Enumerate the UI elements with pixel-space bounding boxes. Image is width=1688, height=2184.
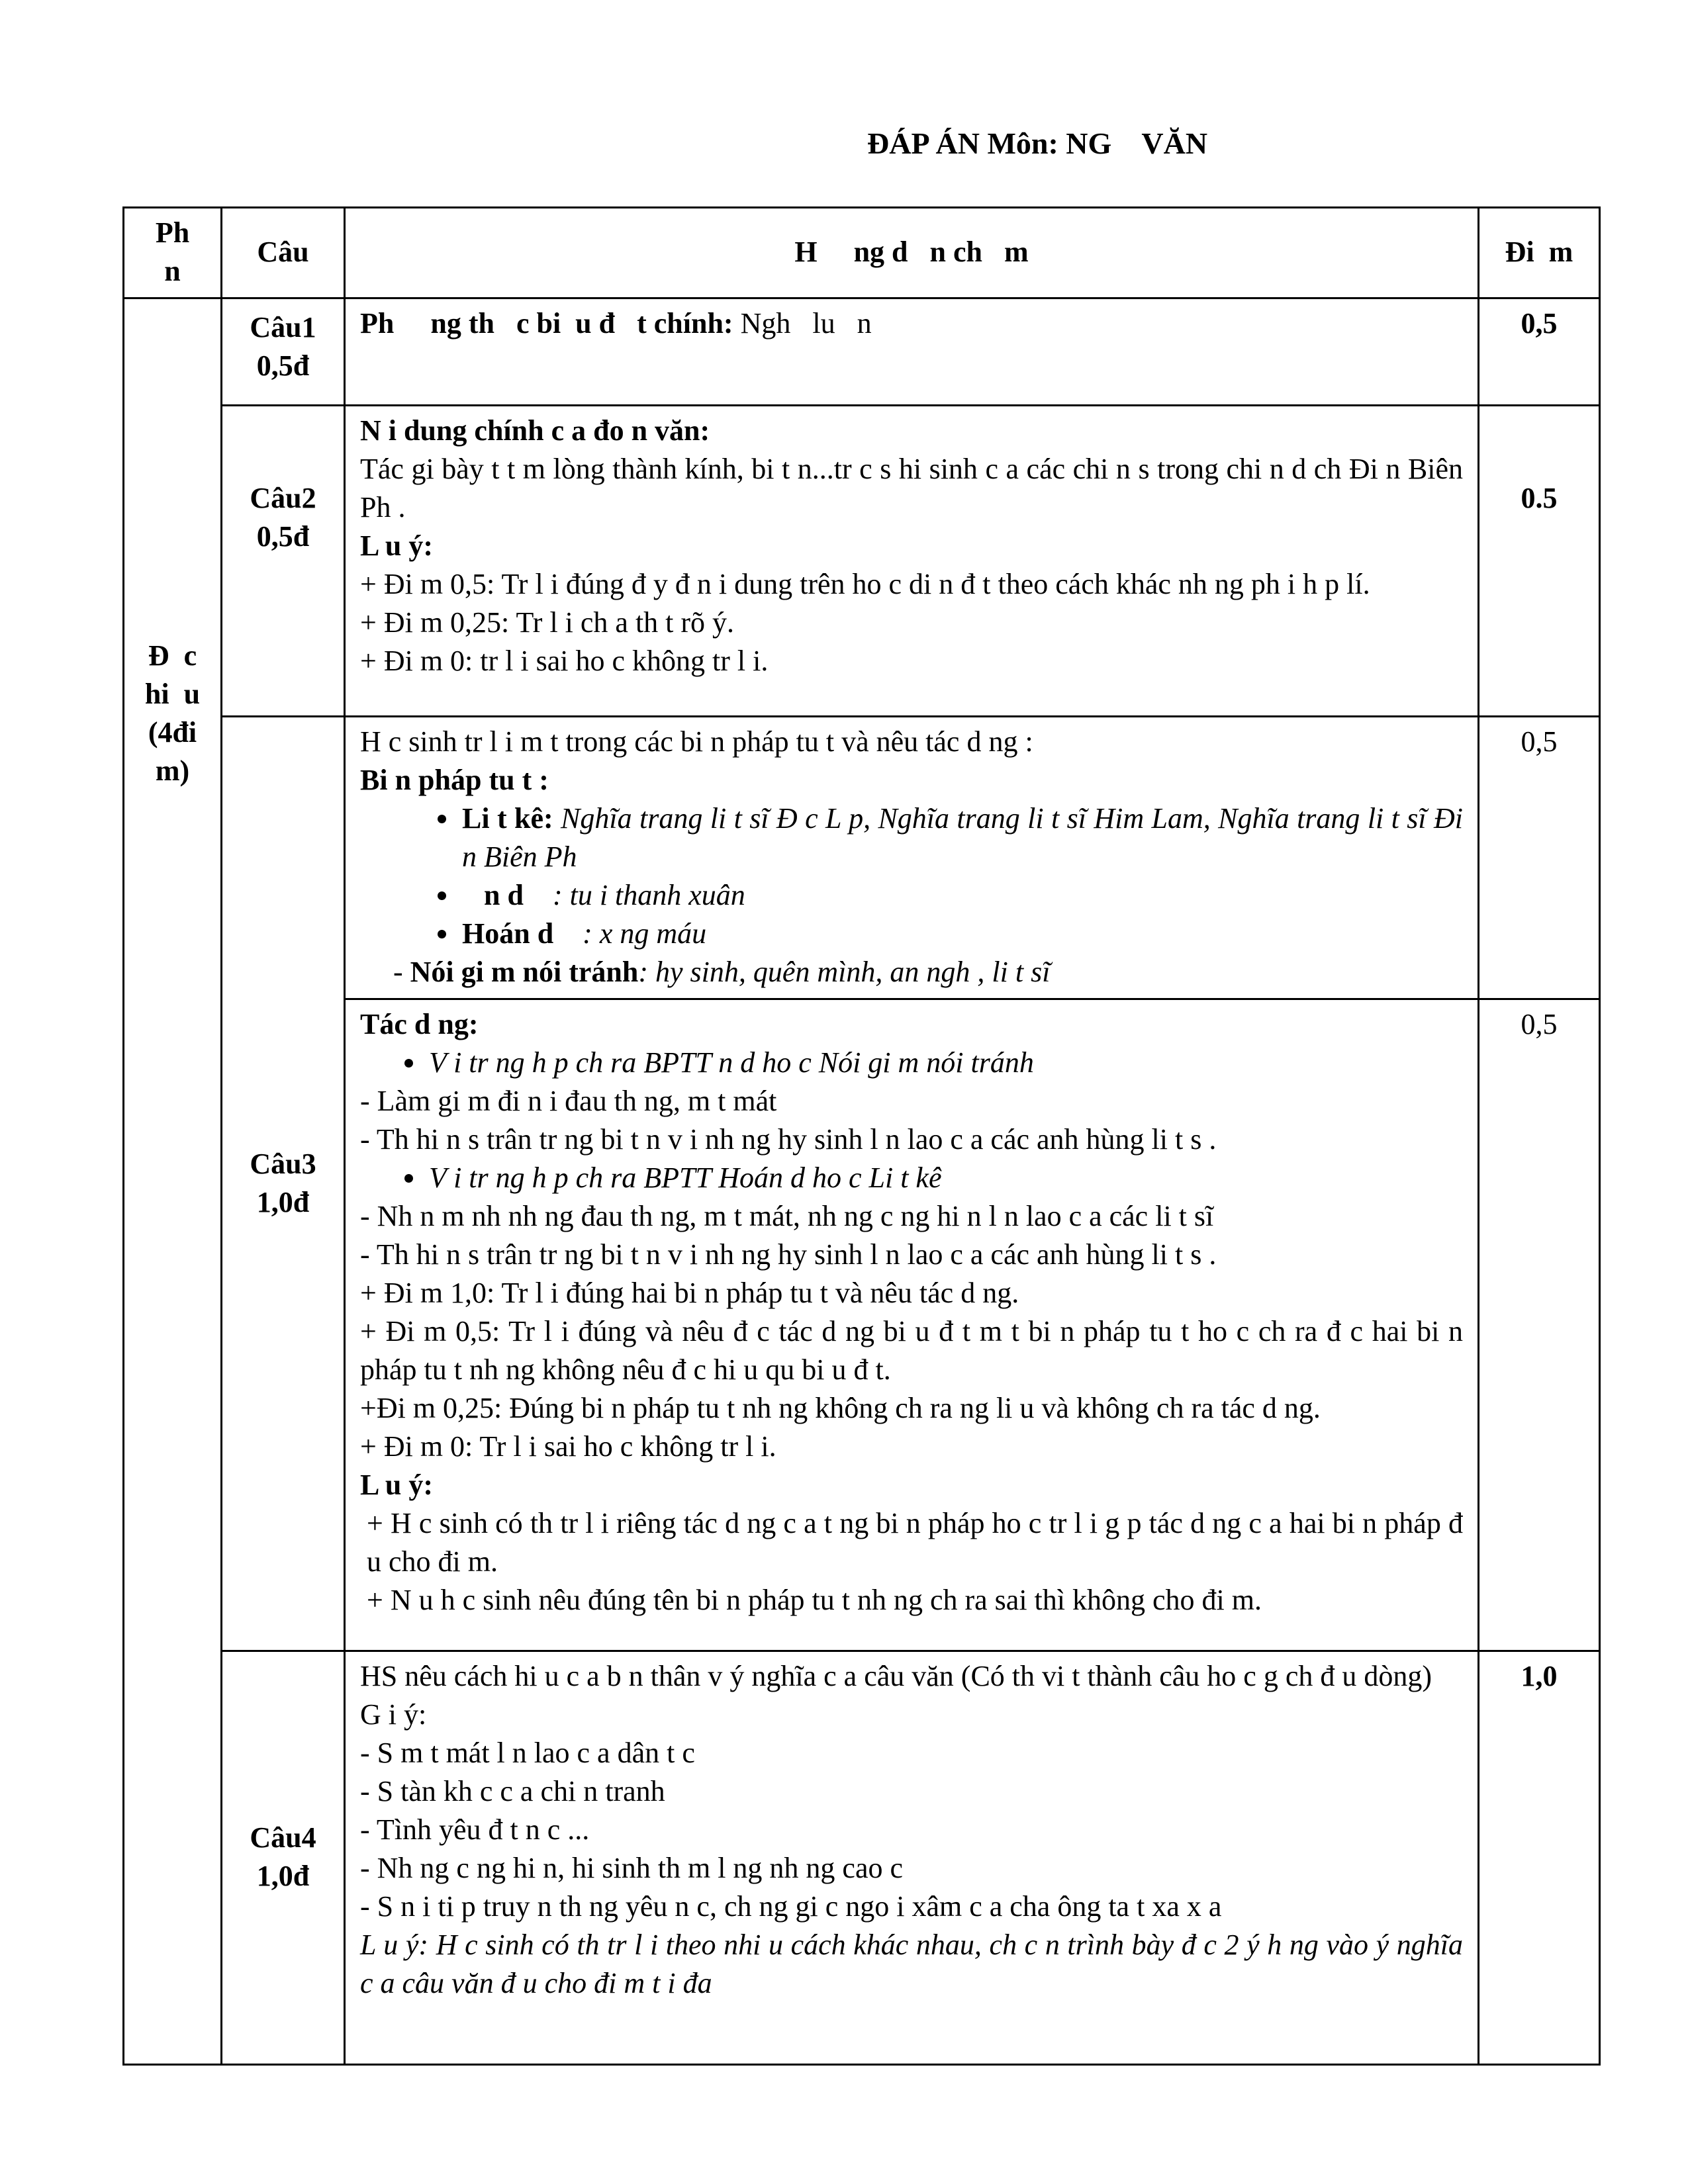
q3-intro: H c sinh tr l i m t trong các bi n pháp tu t và nêu tác d ng : [360,725,1033,758]
list-item: • V i tr ng h p ch ra BPTT n d ho c Nói gi m nói tránh [426,1044,1463,1082]
row-q3b [124,999,1600,1651]
q3-score-a: 0,5 [1479,717,1600,999]
header-phan: Ph n [124,208,222,298]
q4-line: - S m t mát l n lao c a dân t c [360,1737,695,1769]
section-doc-hieu: Đ c hi u (4đi m) [124,298,222,2065]
q2-content [345,406,1479,717]
q4-line: - S n i ti p truy n th ng yêu n c, ch ng gi c ngo i xâm c a cha ông ta t xa x a [360,1890,1222,1923]
q3-bptt-list [360,799,1463,953]
row-q3a [124,717,1600,999]
q4-score: 1,0 [1479,1651,1600,2065]
q2-note: + Đi m 0,5: Tr l i đúng đ y đ n i dung trên ho c di n đ t theo cách khác nh ng ph i h p lí. [360,568,1370,600]
q2-heading: N i dung chính c a đo n văn: [360,414,710,447]
q1-score: 0,5 [1479,298,1600,406]
answer-key-table [122,206,1601,2066]
row-q2 [124,406,1600,717]
q3-luu-y-line: + N u h c sinh nêu đúng tên bi n pháp tu t nh ng ch ra sai thì không cho đi m. [367,1584,1262,1616]
list-item: • n d : tu i thanh xuân [459,876,1463,915]
q2-text: Tác gi bày t t m lòng thành kính, bi t n...tr c s hi sinh c a các chi n s trong chi n d ch Đi n Biên Ph . [360,453,1463,523]
q3-td-line: + Đi m 1,0: Tr l i đúng hai bi n pháp tu t và nêu tác d ng. [360,1277,1019,1309]
q3-td-line: - Nh n m nh nh ng đau th ng, m t mát, nh ng c ng hi n l n lao c a các li t sĩ [360,1200,1214,1232]
q2-note: + Đi m 0: tr l i sai ho c không tr l i. [360,645,769,677]
q3-score-b: 0,5 [1479,999,1600,1651]
q4-note: L u ý: H c sinh có th tr l i theo nhi u cách khác nhau, ch c n trình bày đ c 2 ý h ng vào ý nghĩa c a câu văn đ u cho đi m t i đa [360,1929,1463,1999]
q4-line: - Tình yêu đ t n c ... [360,1813,590,1846]
q3-td-line: + Đi m 0,5: Tr l i đúng và nêu đ c tác d ng bi u đ t m t bi n pháp tu t ho c ch ra đ c hai bi n pháp tu t nh ng không nêu đ c hi u qu bi u đ t. [360,1315,1463,1386]
q3-td-line: - Th hi n s trân tr ng bi t n v i nh ng hy sinh l n lao c a các anh hùng li t s . [360,1123,1217,1156]
q3-td-list-2 [360,1159,1463,1197]
q2-note-heading: L u ý: [360,529,434,562]
q3-td-list-1 [360,1044,1463,1082]
q4-label: Câu4 1,0đ [222,1651,345,2065]
row-q4 [124,1651,1600,2065]
q3-tac-dung [345,999,1479,1651]
q1-answer: Ngh lu n [733,307,872,340]
row-q1 [124,298,1600,406]
header-cau: Câu [222,208,345,298]
q4-line: - S tàn kh c c a chi n tranh [360,1775,665,1807]
q4-intro: HS nêu cách hi u c a b n thân v ý nghĩa c a câu văn (Có th vi t thành câu ho c g ch đ u dòng) [360,1660,1432,1692]
q4-line: - Nh ng c ng hi n, hi sinh th m l ng nh ng cao c [360,1852,904,1884]
q4-goi-y: G i ý: [360,1698,427,1731]
q3-td-line: + Đi m 0: Tr l i sai ho c không tr l i. [360,1430,776,1463]
list-item: • Li t kê: Nghĩa trang li t sĩ Đ c L p, Nghĩa trang li t sĩ Him Lam, Nghĩa trang li t sĩ Đi n Biên Ph [459,799,1463,876]
q2-label: Câu2 0,5đ [222,406,345,717]
q3-noi-giam: - Nói gi m nói tránh: hy sinh, quên mình, an ngh , li t sĩ [393,956,1051,988]
q3-td-line: - Làm gi m đi n i đau th ng, m t mát [360,1085,777,1117]
q3-bptt [345,717,1479,999]
header-diem: Đi m [1479,208,1600,298]
q3-tac-dung-heading: Tác d ng: [360,1008,479,1040]
header-row [124,208,1600,298]
q1-heading: Ph ng th c bi u đ t chính: [360,307,733,340]
q3-bptt-heading: Bi n pháp tu t : [360,764,549,796]
list-item: • Hoán d : x ng máu [459,915,1463,953]
q3-td-line: +Đi m 0,25: Đúng bi n pháp tu t nh ng không ch ra ng li u và không ch ra tác d ng. [360,1392,1321,1424]
q3-td-line: - Th hi n s trân tr ng bi t n v i nh ng hy sinh l n lao c a các anh hùng li t s . [360,1238,1217,1271]
list-item: • V i tr ng h p ch ra BPTT Hoán d ho c Li t kê [426,1159,1463,1197]
q4-content [345,1651,1479,2065]
q3-luu-y-line: + H c sinh có th tr l i riêng tác d ng c a t ng bi n pháp ho c tr l i g p tác d ng c a hai bi n pháp đ u cho đi m. [367,1507,1463,1578]
page-title: ĐÁP ÁN Môn: NG VĂN [867,126,1208,160]
q3-luu-y-heading: L u ý: [360,1469,434,1501]
q2-score: 0.5 [1479,406,1600,717]
q1-content [345,298,1479,406]
q3-label: Câu3 1,0đ [222,717,345,1651]
header-huong-dan: H ng d n ch m [345,208,1479,298]
q2-note: + Đi m 0,25: Tr l i ch a th t rõ ý. [360,606,735,639]
q1-label: Câu1 0,5đ [222,298,345,406]
